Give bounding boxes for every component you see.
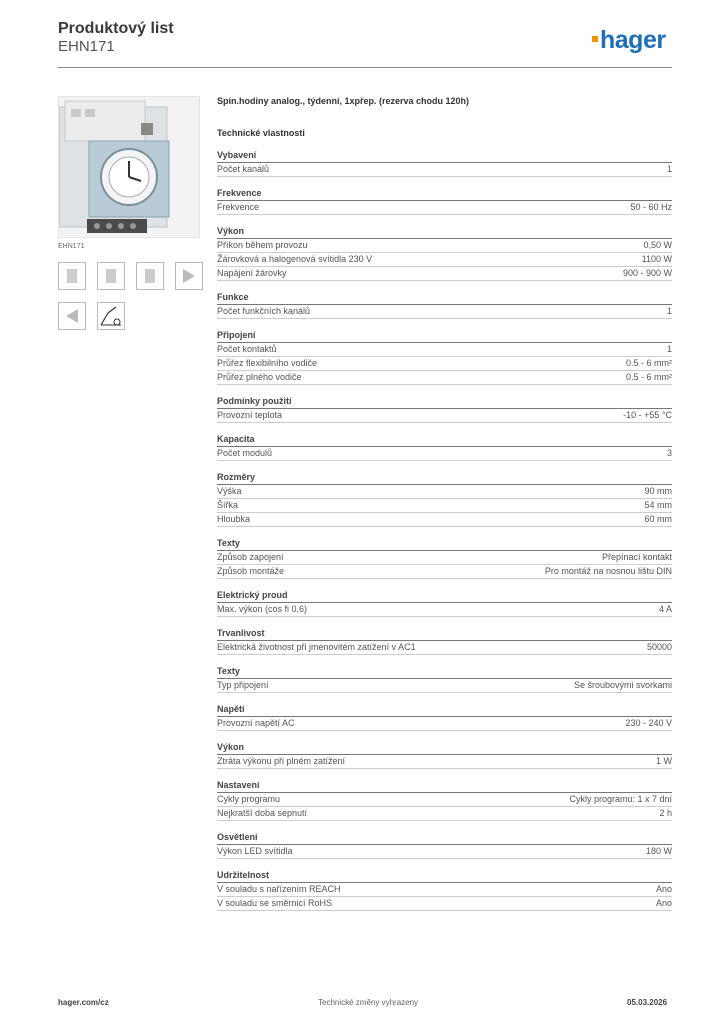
spec-value: Se šroubovými svorkami xyxy=(573,680,672,690)
spec-row xyxy=(217,793,672,807)
section-title: Podmínky použití xyxy=(217,396,672,409)
section-title: Výkon xyxy=(217,226,672,239)
spec-section xyxy=(217,704,672,731)
sound-icon xyxy=(58,302,86,330)
spec-value: 54 mm xyxy=(644,500,672,510)
product-photo xyxy=(58,96,200,238)
wiring-icon xyxy=(97,302,125,330)
spec-value: 0.5 - 6 mm² xyxy=(625,358,672,368)
spec-row xyxy=(217,641,672,655)
spec-row xyxy=(217,371,672,385)
spec-label: Počet kontaktů xyxy=(217,344,277,354)
spec-row xyxy=(217,485,672,499)
spec-row xyxy=(217,565,672,579)
logo-dot-icon xyxy=(592,36,598,42)
spec-label: Elektrická životnost při jmenovitém zatížení v AC1 xyxy=(217,642,416,652)
spec-value: Cykly programu: 1 x 7 dní xyxy=(569,794,672,804)
spec-section xyxy=(217,150,672,177)
spec-value: 4 A xyxy=(658,604,672,614)
spec-row xyxy=(217,717,672,731)
logo-text: hager xyxy=(600,26,666,54)
section-title: Texty xyxy=(217,666,672,679)
spec-row xyxy=(217,883,672,897)
section-title: Vybavení xyxy=(217,150,672,163)
spec-row xyxy=(217,679,672,693)
spec-row xyxy=(217,267,672,281)
spec-value: 1 xyxy=(666,306,672,316)
spec-section xyxy=(217,472,672,527)
spec-row xyxy=(217,755,672,769)
spec-label: Příkon během provozu xyxy=(217,240,308,250)
spec-section xyxy=(217,742,672,769)
spec-value: 50 - 60 Hz xyxy=(630,202,672,212)
module-icon xyxy=(58,262,86,290)
header-divider xyxy=(58,67,672,68)
spec-value: 900 - 900 W xyxy=(622,268,672,278)
spec-value: -10 - +55 °C xyxy=(623,410,672,420)
section-title: Napětí xyxy=(217,704,672,717)
spec-label: Výška xyxy=(217,486,242,496)
section-title: Osvětlení xyxy=(217,832,672,845)
spec-row xyxy=(217,343,672,357)
spec-value: 0.5 - 6 mm² xyxy=(625,372,672,382)
photo-caption: EHN171 xyxy=(58,243,85,250)
spec-value: Přepínací kontakt xyxy=(601,552,672,562)
spec-value: Ano xyxy=(655,884,672,894)
spec-label: Max. výkon (cos fi 0,6) xyxy=(217,604,308,614)
spec-label: Průřez flexibilního vodiče xyxy=(217,358,318,368)
spec-value: 90 mm xyxy=(644,486,672,496)
spec-row xyxy=(217,897,672,911)
spec-row xyxy=(217,357,672,371)
spec-section xyxy=(217,832,672,859)
spec-label: Počet modulů xyxy=(217,448,273,458)
spec-row xyxy=(217,409,672,423)
spec-value: 2 h xyxy=(659,808,672,818)
section-title: Trvanlivost xyxy=(217,628,672,641)
footer-website[interactable]: hager.com/cz xyxy=(58,998,109,1007)
spec-label: V souladu se směrnicí RoHS xyxy=(217,898,333,908)
spec-row xyxy=(217,603,672,617)
spec-section xyxy=(217,188,672,215)
spec-section xyxy=(217,628,672,655)
spec-label: Cykly programu xyxy=(217,794,281,804)
spec-sections xyxy=(217,150,672,911)
spec-row xyxy=(217,499,672,513)
spec-value: 1100 W xyxy=(641,254,672,264)
spec-label: V souladu s nařízením REACH xyxy=(217,884,341,894)
spec-section xyxy=(217,666,672,693)
spec-section xyxy=(217,292,672,319)
spec-section xyxy=(217,870,672,911)
spec-value: 0,50 W xyxy=(643,240,672,250)
section-title: Texty xyxy=(217,538,672,551)
spec-label: Průřez plného vodiče xyxy=(217,372,302,382)
spec-label: Frekvence xyxy=(217,202,260,212)
spec-row xyxy=(217,845,672,859)
spec-label: Žárovková a halogenová svítidla 230 V xyxy=(217,254,373,264)
spec-section xyxy=(217,330,672,385)
product-code: EHN171 xyxy=(58,38,115,55)
spec-label: Napájení žárovky xyxy=(217,268,287,278)
spec-value: Pro montáž na nosnou lištu DIN xyxy=(544,566,672,576)
spec-value: 3 xyxy=(666,448,672,458)
spec-section xyxy=(217,226,672,281)
section-title: Nastavení xyxy=(217,780,672,793)
spec-value: 1 xyxy=(666,344,672,354)
spec-label: Šířka xyxy=(217,500,239,510)
spec-value: 180 W xyxy=(645,846,672,856)
section-title: Výkon xyxy=(217,742,672,755)
page-title: Produktový list xyxy=(58,20,174,37)
spec-label: Způsob zapojení xyxy=(217,552,284,562)
spec-section xyxy=(217,396,672,423)
spec-label: Typ připojení xyxy=(217,680,269,690)
spec-row xyxy=(217,253,672,267)
spec-label: Nejkratší doba sepnutí xyxy=(217,808,308,818)
section-title: Udržitelnost xyxy=(217,870,672,883)
section-title: Funkce xyxy=(217,292,672,305)
section-title: Kapacita xyxy=(217,434,672,447)
spec-row xyxy=(217,305,672,319)
spec-label: Výkon LED svítidla xyxy=(217,846,293,856)
module-icon xyxy=(97,262,125,290)
spec-row xyxy=(217,163,672,177)
spec-section xyxy=(217,538,672,579)
spec-value: 50000 xyxy=(646,642,672,652)
section-title: Připojení xyxy=(217,330,672,343)
spec-label: Ztráta výkonu při plném zatížení xyxy=(217,756,346,766)
timer-device-icon xyxy=(59,97,199,237)
section-title: Frekvence xyxy=(217,188,672,201)
mounting-icon xyxy=(175,262,203,290)
footer-date: 05.03.2026 xyxy=(627,998,668,1007)
tech-heading: Technické vlastnosti xyxy=(217,128,305,138)
spec-label: Provozní napětí AC xyxy=(217,718,295,728)
spec-row xyxy=(217,551,672,565)
spec-label: Hloubka xyxy=(217,514,251,524)
spec-row xyxy=(217,239,672,253)
spec-label: Způsob montáže xyxy=(217,566,285,576)
spec-row xyxy=(217,447,672,461)
product-description: Spín.hodiny analog., týdenní, 1xpřep. (rezerva chodu 120h) xyxy=(217,96,470,106)
spec-section xyxy=(217,590,672,617)
spec-row xyxy=(217,513,672,527)
spec-value: Ano xyxy=(655,898,672,908)
spec-label: Počet kanálů xyxy=(217,164,270,174)
spec-section xyxy=(217,434,672,461)
section-title: Elektrický proud xyxy=(217,590,672,603)
module-icon xyxy=(136,262,164,290)
spec-value: 1 xyxy=(666,164,672,174)
footer-note: Technické změny vyhrazeny xyxy=(318,998,419,1007)
hager-logo xyxy=(592,26,666,55)
spec-row xyxy=(217,807,672,821)
spec-value: 60 mm xyxy=(644,514,672,524)
spec-content xyxy=(217,96,672,922)
spec-value: 230 - 240 V xyxy=(625,718,672,728)
spec-section xyxy=(217,780,672,821)
spec-label: Provozní teplota xyxy=(217,410,283,420)
spec-value: 1 W xyxy=(655,756,672,766)
spec-row xyxy=(217,201,672,215)
spec-label: Počet funkčních kanálů xyxy=(217,306,311,316)
section-title: Rozměry xyxy=(217,472,672,485)
